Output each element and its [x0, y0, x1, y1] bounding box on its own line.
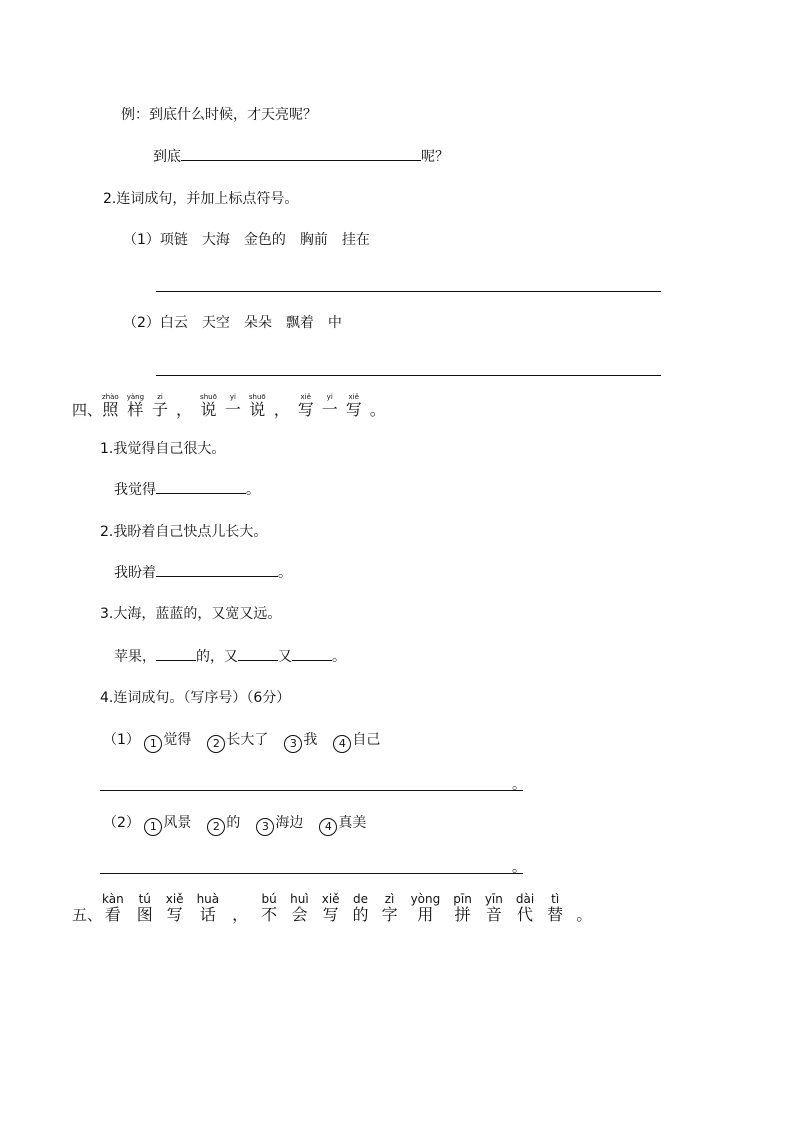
hanzi-char: ， — [176, 400, 193, 419]
s4-q3-title: 3.大海，蓝蓝的，又宽又远。 — [100, 606, 282, 622]
option-word: 我 — [303, 732, 318, 748]
s4-q1-title: 1.我觉得自己很大。 — [100, 441, 226, 457]
pinyin-word — [249, 393, 266, 419]
s4-q2-start: 我盼着 — [114, 565, 156, 581]
item2-option-1 — [144, 815, 191, 831]
pinyin-text: shuō — [248, 393, 266, 401]
example-blank[interactable] — [181, 160, 421, 161]
pinyin-word — [322, 892, 340, 924]
s4-q4-item-2 — [103, 816, 382, 836]
option-word: 海边 — [275, 815, 304, 831]
pinyin-text: yàng — [126, 393, 145, 401]
circled-number: 3 — [284, 735, 302, 753]
hanzi-char: 拼 — [454, 905, 471, 924]
pinyin-word — [353, 892, 369, 924]
circled-number: 3 — [256, 818, 274, 836]
s4-q4-item-2-words — [144, 815, 382, 831]
item1-option-2 — [207, 732, 268, 748]
hanzi-char: 不 — [261, 905, 278, 924]
pinyin-word — [370, 393, 386, 419]
s4-q1-start: 我觉得 — [114, 482, 156, 498]
pinyin-text: tì — [551, 892, 560, 906]
option-word: 真美 — [338, 815, 367, 831]
section-5-heading — [72, 892, 605, 924]
example-sentence: 例：到底什么时候，才天亮呢？ — [121, 107, 317, 123]
hanzi-char: 替 — [547, 905, 564, 924]
pinyin-text: xiě — [348, 393, 359, 401]
q2-answer-line-2[interactable] — [156, 375, 661, 376]
s4-q1-end: 。 — [246, 482, 260, 498]
hanzi-char: 。 — [369, 400, 386, 419]
s4-q2-blank[interactable] — [156, 576, 278, 577]
circled-number: 4 — [319, 818, 337, 836]
hanzi-char: 一 — [224, 400, 241, 419]
pinyin-word — [200, 393, 217, 419]
pinyin-word — [516, 892, 534, 924]
section-5-pinyin-words — [102, 892, 605, 924]
q2-answer-line-1[interactable] — [156, 291, 661, 292]
item1-option-4 — [333, 732, 380, 748]
pinyin-text: dài — [515, 892, 535, 906]
s4-q2-end: 。 — [278, 565, 292, 581]
hanzi-char: 说 — [249, 400, 266, 419]
pinyin-word — [232, 892, 248, 924]
hanzi-char: 写 — [322, 905, 339, 924]
pinyin-word — [127, 393, 144, 419]
hanzi-char: 写 — [345, 400, 362, 419]
pinyin-text: xiě — [300, 393, 311, 401]
pinyin-text: yi — [326, 393, 333, 401]
s4-q4-answer-line-2[interactable] — [100, 873, 523, 874]
pinyin-word — [547, 892, 563, 924]
s4-q3-blank-3[interactable] — [292, 660, 332, 661]
hanzi-char: 写 — [297, 400, 314, 419]
s4-q2-title: 2.我盼着自己快点儿长大。 — [100, 524, 268, 540]
q2-item-2: （2）白云 天空 朵朵 飘着 中 — [123, 315, 342, 331]
q2-title: 2.连词成句，并加上标点符号。 — [103, 191, 299, 207]
pinyin-text: shuō — [200, 393, 217, 401]
pinyin-text: zhào — [102, 393, 119, 401]
s4-q4-answer-line-1[interactable] — [100, 790, 523, 791]
hanzi-char: 的 — [352, 905, 369, 924]
option-word: 觉得 — [163, 732, 192, 748]
pinyin-text: zi — [157, 393, 163, 401]
section-4-heading — [72, 393, 394, 419]
pinyin-text: bú — [261, 892, 277, 906]
pinyin-text: yi — [229, 393, 236, 401]
pinyin-word — [152, 393, 168, 419]
pinyin-word — [197, 892, 220, 924]
circled-number: 2 — [207, 818, 225, 836]
example-fill-end: 呢？ — [421, 149, 449, 165]
q2-item-1: （1）项链 大海 金色的 胸前 挂在 — [123, 232, 370, 248]
hanzi-char: ， — [232, 905, 249, 924]
circled-number: 4 — [333, 735, 351, 753]
s4-q4-line-2-period: 。 — [512, 860, 526, 876]
circled-number: 2 — [207, 735, 225, 753]
pinyin-text: xiě — [165, 892, 184, 906]
pinyin-text: zì — [384, 892, 395, 906]
s4-q4-line-1-period: 。 — [512, 777, 526, 793]
section-5-prefix: 五、 — [72, 906, 103, 924]
example-fill-start: 到底 — [153, 149, 181, 165]
hanzi-char: 代 — [517, 905, 534, 924]
pinyin-word — [166, 892, 184, 924]
pinyin-word — [261, 892, 277, 924]
hanzi-char: 一 — [321, 400, 338, 419]
section-4-pinyin-words — [102, 393, 394, 419]
hanzi-char: 说 — [200, 400, 217, 419]
pinyin-text: yīn — [484, 892, 503, 906]
pinyin-word — [346, 393, 362, 419]
item2-option-3 — [256, 815, 303, 831]
s4-q4-title: 4.连词成句。（写序号）（6分） — [100, 690, 291, 706]
hanzi-char: 话 — [199, 905, 216, 924]
hanzi-char: 图 — [136, 905, 153, 924]
pinyin-word — [576, 892, 592, 924]
pinyin-word — [290, 892, 309, 924]
hanzi-char: 写 — [166, 905, 183, 924]
hanzi-char: ， — [273, 400, 290, 419]
pinyin-word — [322, 393, 338, 419]
hanzi-char: 子 — [152, 400, 169, 419]
pinyin-word — [274, 393, 290, 419]
pinyin-word — [102, 393, 119, 419]
pinyin-text: kàn — [102, 892, 124, 906]
pinyin-word — [225, 393, 241, 419]
item2-option-2 — [207, 815, 240, 831]
pinyin-text: xiě — [321, 892, 340, 906]
s4-q3-fill — [114, 650, 346, 664]
pinyin-text: huà — [196, 892, 220, 906]
s4-q3-a: 苹果， — [114, 649, 156, 665]
s4-q4-item-1-prefix: （1） — [103, 732, 140, 748]
pinyin-text: huì — [290, 892, 309, 906]
pinyin-word — [137, 892, 153, 924]
s4-q4-item-1 — [103, 733, 396, 753]
s4-q2-fill — [114, 566, 292, 580]
pinyin-word — [382, 892, 398, 924]
pinyin-word — [176, 393, 192, 419]
hanzi-char: 用 — [417, 905, 434, 924]
s4-q3-blank-2[interactable] — [238, 660, 278, 661]
option-word: 自己 — [352, 732, 381, 748]
option-word: 的 — [226, 815, 241, 831]
hanzi-char: 样 — [127, 400, 144, 419]
item1-option-1 — [144, 732, 191, 748]
s4-q3-c: 又 — [278, 649, 292, 665]
s4-q3-d: 。 — [332, 649, 346, 665]
item1-option-3 — [284, 732, 317, 748]
s4-q3-b: 的，又 — [196, 649, 238, 665]
s4-q1-fill — [114, 483, 260, 497]
circled-number: 1 — [144, 735, 162, 753]
hanzi-char: 照 — [102, 400, 119, 419]
pinyin-text: de — [353, 892, 369, 906]
pinyin-word — [102, 892, 124, 924]
item2-option-4 — [319, 815, 366, 831]
s4-q1-blank[interactable] — [156, 493, 246, 494]
pinyin-text: tú — [138, 892, 151, 906]
hanzi-char: 字 — [381, 905, 398, 924]
circled-number: 1 — [144, 818, 162, 836]
hanzi-char: 音 — [485, 905, 502, 924]
option-word: 风景 — [163, 815, 192, 831]
pinyin-word — [485, 892, 503, 924]
s4-q4-item-1-words — [144, 732, 396, 748]
pinyin-word — [453, 892, 472, 924]
pinyin-text: yòng — [410, 892, 441, 906]
example-fill-line — [153, 150, 449, 164]
hanzi-char: 。 — [576, 905, 593, 924]
pinyin-word — [411, 892, 441, 924]
option-word: 长大了 — [226, 732, 269, 748]
hanzi-char: 会 — [291, 905, 308, 924]
section-4-prefix: 四、 — [72, 401, 103, 419]
pinyin-text: pīn — [453, 892, 472, 906]
s4-q3-blank-1[interactable] — [156, 660, 196, 661]
pinyin-word — [298, 393, 314, 419]
hanzi-char: 看 — [104, 905, 121, 924]
s4-q4-item-2-prefix: （2） — [103, 815, 140, 831]
